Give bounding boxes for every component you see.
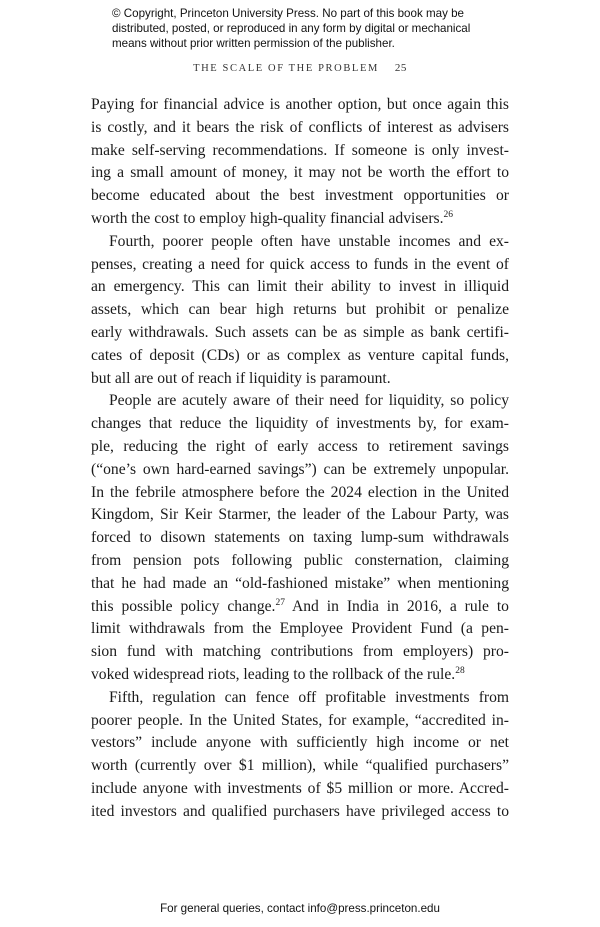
text-line	[91, 117, 509, 140]
line-text: ple, reducing the right of early access to retirement savings	[91, 437, 509, 455]
copyright-line: distributed, posted, or reproduced in any form by digital or mechanical	[112, 22, 471, 35]
text-line	[91, 231, 509, 254]
text-line	[91, 413, 509, 436]
text-line	[91, 162, 509, 185]
paragraph	[91, 94, 509, 231]
text-line	[91, 755, 509, 778]
body-text	[91, 94, 509, 824]
line-text: include anyone with investments of $5 million or more. Accred-	[91, 779, 509, 797]
text-line	[91, 299, 509, 322]
text-line	[91, 710, 509, 733]
line-text: And in India in 2016, a rule to	[284, 597, 509, 615]
text-line	[91, 322, 509, 345]
text-line	[91, 436, 509, 459]
line-text: limit withdrawals from the Employee Provident Fund (a pen-	[91, 620, 509, 638]
paragraph	[91, 390, 509, 686]
text-line	[91, 573, 509, 596]
copyright-line: © Copyright, Princeton University Press. No part of this book may be	[112, 7, 464, 20]
text-line	[91, 185, 509, 208]
line-text: changes that reduce the liquidity of investments by, for exam-	[91, 415, 509, 433]
line-text: worth (currently over $1 million), while “qualified purchasers”	[91, 757, 509, 775]
text-line	[91, 504, 509, 527]
line-text: worth the cost to employ high-quality financial advisers.	[91, 209, 444, 227]
line-text: but all are out of reach if liquidity is paramount.	[91, 369, 391, 387]
text-line	[91, 254, 509, 277]
line-text: ing a small amount of money, it may not be worth the effort to	[91, 164, 509, 182]
text-line	[91, 276, 509, 299]
line-text: voked widespread riots, leading to the rollback of the rule.	[91, 665, 456, 683]
line-text: forced to disown statements on taxing lump-sum withdrawals	[91, 529, 509, 547]
text-line	[91, 801, 509, 824]
paragraph	[91, 687, 509, 824]
line-text: an emergency. This can limit their ability to invest in illiquid	[91, 278, 509, 296]
line-text: Kingdom, Sir Keir Starmer, the leader of the Labour Party, was	[91, 506, 509, 524]
line-text: that he had made an “old-fashioned mistake” when mentioning	[91, 574, 509, 592]
line-text: Fourth, poorer people often have unstable incomes and ex-	[109, 232, 509, 250]
text-line	[91, 482, 509, 505]
footer-contact: For general queries, contact info@press.princeton.edu	[160, 902, 440, 915]
text-line	[91, 641, 509, 664]
line-text: sion fund with matching contributions from employers) pro-	[91, 643, 509, 661]
line-text: Fifth, regulation can fence off profitable investments from	[109, 688, 509, 706]
paragraph	[91, 231, 509, 391]
line-text: penses, creating a need for quick access to funds in the event of	[91, 255, 509, 273]
footnote-marker[interactable]: 28	[455, 665, 465, 676]
footnote-marker[interactable]: 27	[275, 597, 285, 608]
line-text: early withdrawals. Such assets can be as simple as bank certifi-	[91, 323, 509, 341]
text-line	[91, 368, 509, 391]
text-line	[91, 208, 509, 231]
line-text: become educated about the best investment opportunities or	[91, 187, 509, 205]
running-head-title: THE SCALE OF THE PROBLEM	[193, 63, 379, 74]
line-text: make self-serving recommendations. If someone is only invest-	[91, 141, 509, 159]
text-line	[91, 345, 509, 368]
running-head	[0, 62, 600, 74]
text-line	[91, 550, 509, 573]
text-line	[91, 618, 509, 641]
text-line	[91, 94, 509, 117]
line-text: this possible policy change.	[91, 597, 276, 615]
text-line	[91, 664, 509, 687]
text-line	[91, 687, 509, 710]
line-text: from pension pots following public consternation, claiming	[91, 551, 509, 569]
line-text: vestors” include anyone with sufficiently high income or net	[91, 734, 509, 752]
line-text: People are acutely aware of their need for liquidity, so policy	[109, 392, 509, 410]
footnote-marker[interactable]: 26	[443, 209, 454, 220]
text-line	[91, 732, 509, 755]
text-line	[91, 390, 509, 413]
line-text: poorer people. In the United States, for example, “accredited in-	[91, 711, 509, 729]
text-line	[91, 459, 509, 482]
line-text: ited investors and qualified purchasers have privileged access to	[91, 802, 509, 820]
line-text: In the febrile atmosphere before the 2024 election in the United	[91, 483, 509, 501]
line-text: (“one’s own hard-earned savings”) can be extremely unpopular.	[91, 460, 509, 478]
copyright-notice	[112, 6, 512, 51]
line-text: assets, which can bear high returns but prohibit or penalize	[91, 301, 509, 319]
text-line	[91, 140, 509, 163]
copyright-line: means without prior written permission of the publisher.	[112, 37, 395, 50]
line-text: Paying for financial advice is another option, but once again this	[91, 96, 509, 113]
text-line	[91, 596, 509, 619]
text-line	[91, 778, 509, 801]
line-text: cates of deposit (CDs) or as complex as venture capital funds,	[91, 346, 509, 364]
text-line	[91, 527, 509, 550]
page-number: 25	[394, 62, 407, 74]
line-text: is costly, and it bears the risk of conflicts of interest as advisers	[91, 118, 509, 136]
